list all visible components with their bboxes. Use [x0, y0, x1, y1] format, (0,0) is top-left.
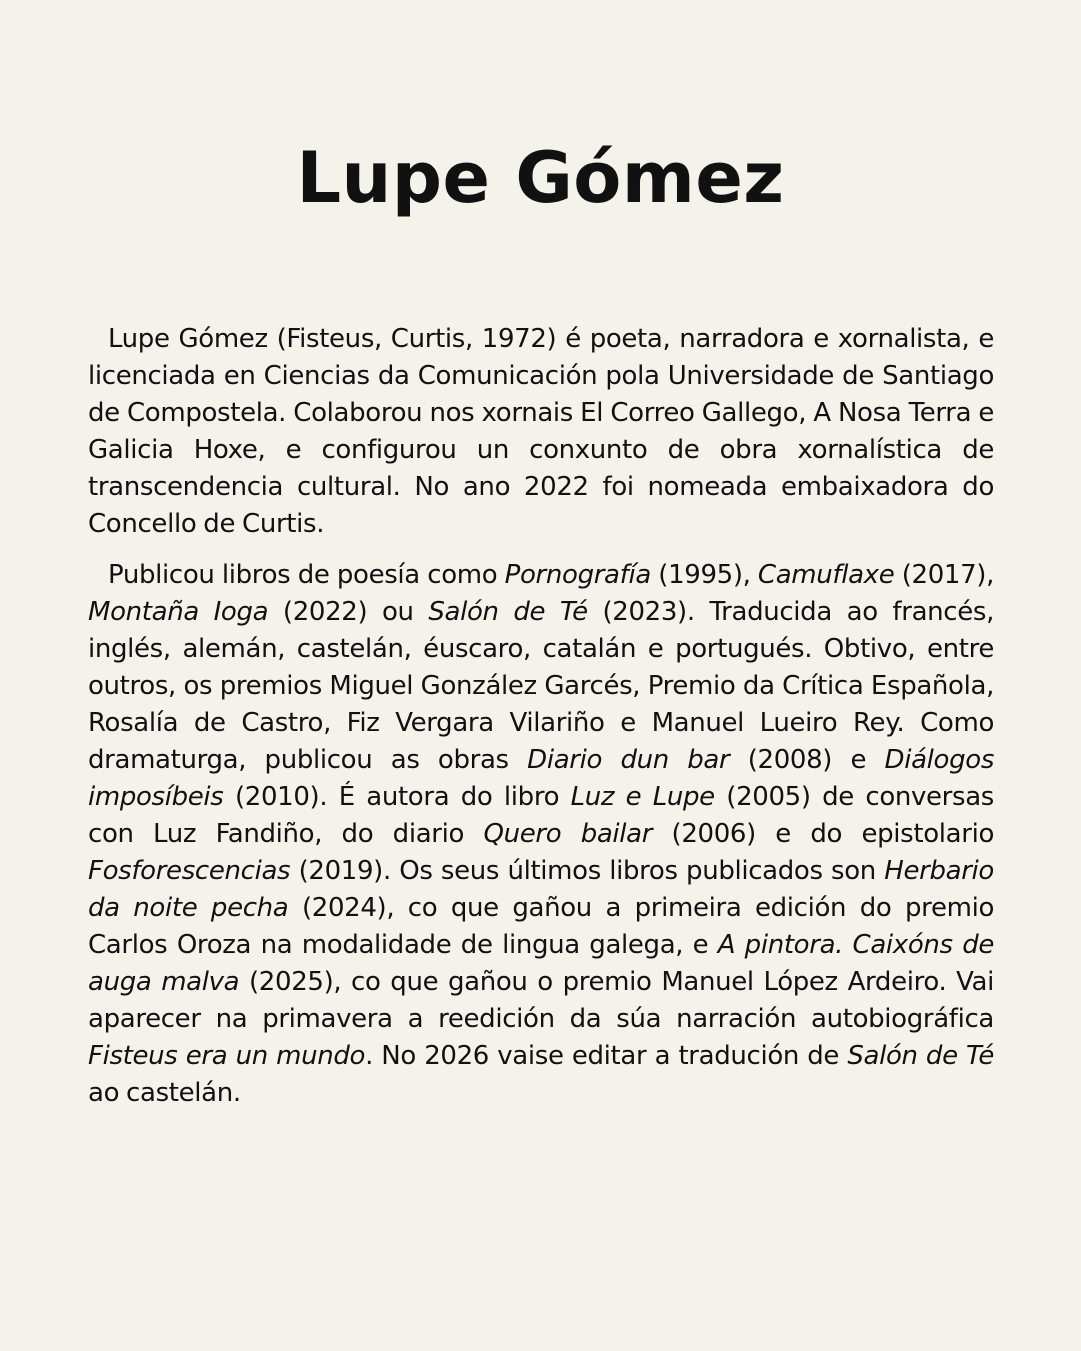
- text-run: (2025), co que gañou o premio Manuel López Ardeiro. Vai aparecer na primavera a reedición da súa narración autobiográfica: [88, 967, 995, 1034]
- italic-title: Diálogos imposíbeis: [88, 745, 995, 812]
- text-run: (2022) ou: [268, 597, 429, 627]
- italic-title: Camuflaxe: [757, 560, 895, 590]
- biography-text: [88, 321, 994, 1112]
- italic-title: Diario dun bar: [527, 745, 730, 775]
- text-run: ao castelán.: [88, 1078, 241, 1108]
- italic-title: Luz e Lupe: [570, 782, 715, 812]
- italic-title: Salón de Té: [847, 1041, 994, 1071]
- italic-title: Herbario da noite pecha: [88, 856, 994, 923]
- italic-title: Fisteus era un mundo: [88, 1041, 366, 1071]
- text-run: . No 2026 vaise editar a tradución de: [365, 1041, 848, 1071]
- page-title: Lupe Gómez: [296, 137, 785, 219]
- text-run: (2008) e: [729, 745, 885, 775]
- italic-title: Pornografía: [504, 560, 651, 590]
- italic-title: Quero bailar: [483, 819, 653, 849]
- text-run: Lupe Gómez (Fisteus, Curtis, 1972) é poeta, narradora e xornalista, e licenciada en Ciencias da Comunicación pola Universidade de Santiago de Compostela. Colaborou nos xornais El Correo Gallego, A Nosa Terra e Galicia Hoxe, e configurou un conxunto de obra xornalística de transcendencia cultural. No ano 2022 foi nomeada embaixadora do Concello de Curtis.: [88, 324, 994, 539]
- text-run: (2019). Os seus últimos libros publicados son: [290, 856, 885, 886]
- italic-title: Salón de Té: [428, 597, 588, 627]
- text-run: (2006) e do epistolario: [652, 819, 994, 849]
- text-run: (2023). Traducida ao francés, inglés, alemán, castelán, éuscaro, catalán e portugués. Obtivo, entre outros, os premios Miguel González Garcés, Premio da Crítica Española, Rosalía de Castro, Fiz Vergara Vilariño e Manuel Lueiro Rey. Como dramaturga, publicou as obras: [88, 597, 994, 775]
- text-run: (2010). É autora do libro: [223, 782, 571, 812]
- text-run: Publicou libros de poesía como: [108, 560, 505, 590]
- text-run: (2005) de conversas con Luz Fandiño, do diario: [88, 782, 994, 849]
- text-run: (1995),: [650, 560, 758, 590]
- paragraph-2: [88, 557, 994, 1112]
- italic-title: A pintora. Caixóns de auga malva: [88, 930, 994, 997]
- text-run: (2017),: [894, 560, 994, 590]
- paragraph-1: [88, 321, 994, 543]
- italic-title: Fosforescencias: [88, 856, 291, 886]
- text-run: (2024), co que gañou a primeira edición do premio Carlos Oroza na modalidade de lingua galega, e: [88, 893, 995, 960]
- italic-title: Montaña Ioga: [88, 597, 269, 627]
